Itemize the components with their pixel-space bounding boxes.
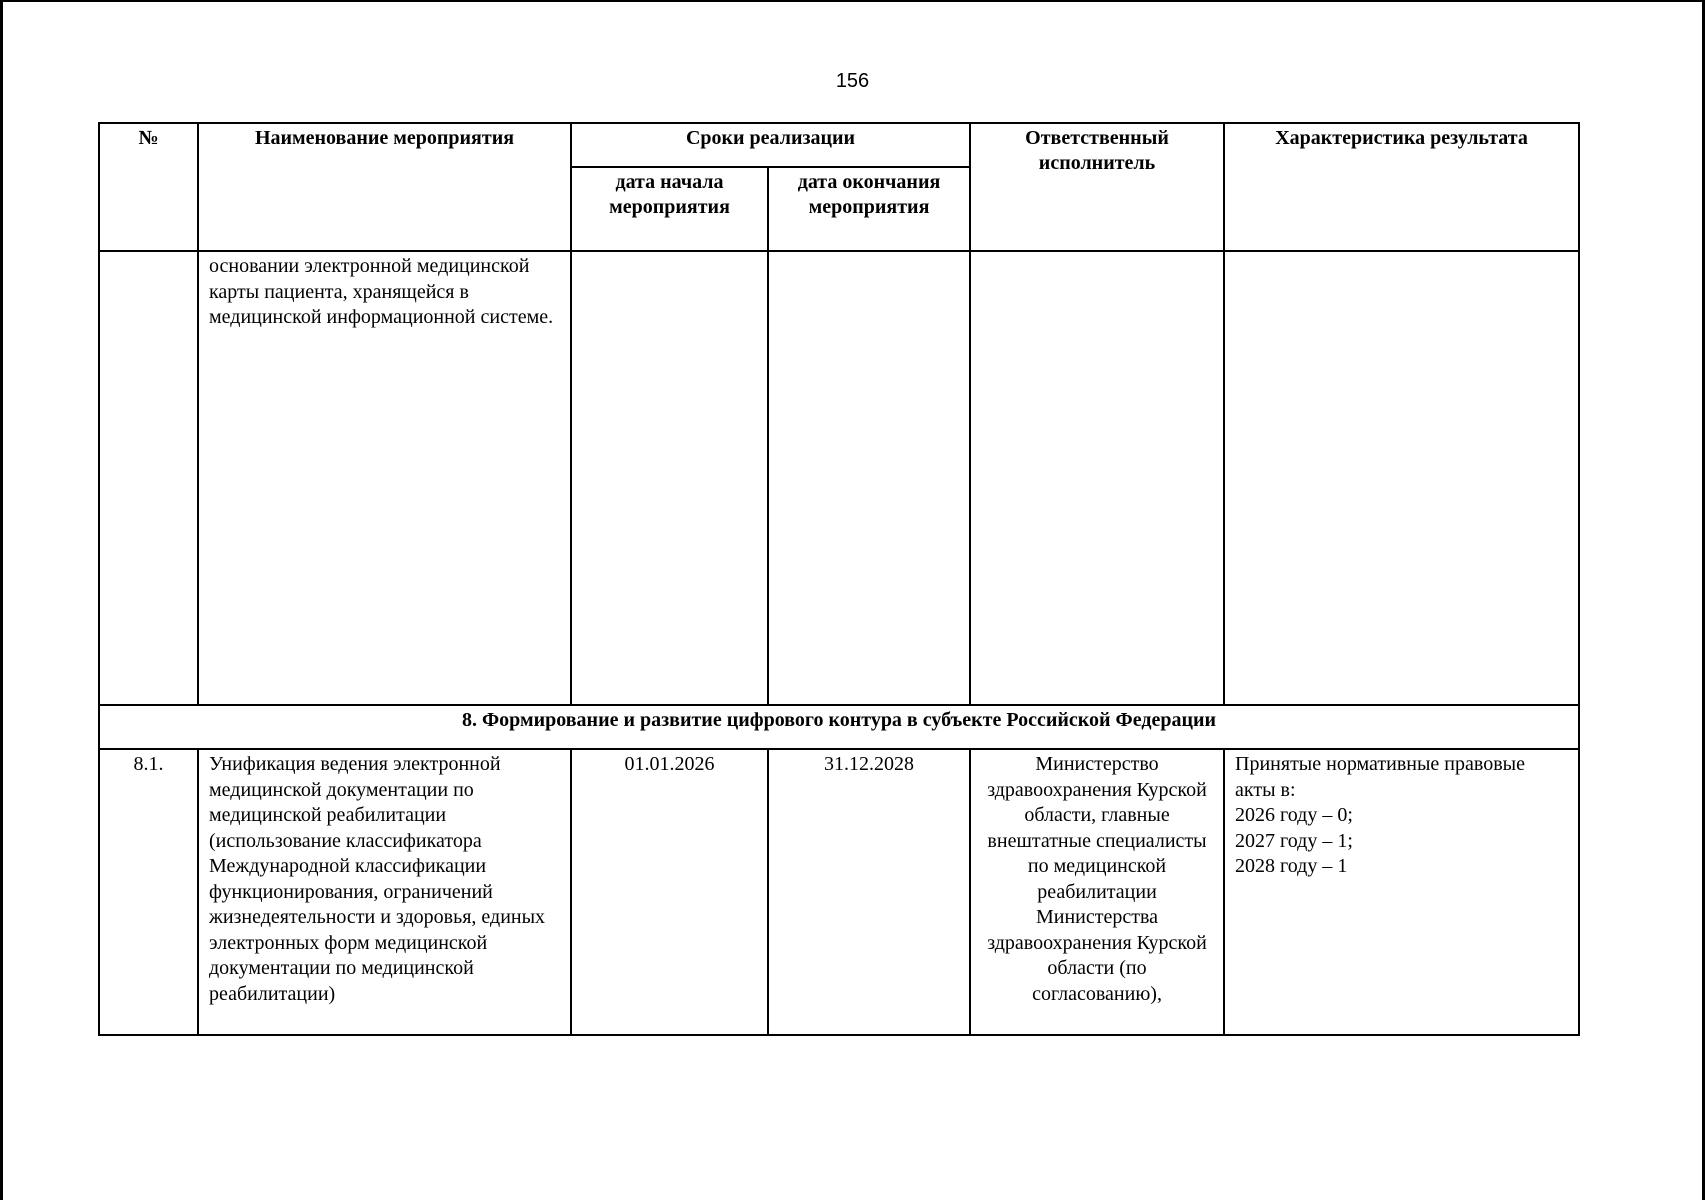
row-start-date-cell: 01.01.2026	[571, 749, 768, 1035]
header-row-1	[99, 123, 1579, 167]
row-name-cell: Унификация ведения электронной медицинской документации по медицинской реабилитации (использование классификатора Международной классификации функционирования, ограничений жизнедеятельности и здоровья, единых электронных форм медицинской документации по медицинской реабилитации)	[198, 749, 571, 1035]
page-number: 156	[835, 70, 870, 92]
header-responsible: Ответственный исполнитель	[970, 123, 1224, 251]
continuation-responsible-cell	[970, 251, 1224, 705]
section-row	[99, 705, 1579, 749]
row-result-cell: Принятые нормативные правовые акты в: 2026 году – 0; 2027 году – 1; 2028 году – 1	[1224, 749, 1579, 1035]
header-result: Характеристика результата	[1224, 123, 1579, 251]
header-num: №	[99, 123, 198, 251]
scan-edge-left	[0, 0, 3, 1200]
table-row	[99, 749, 1579, 1035]
header-end-date: дата окончания мероприятия	[768, 167, 970, 251]
row-responsible-cell: Министерство здравоохранения Курской области, главные внештатные специалисты по медицинской реабилитации Министерства здравоохранения Курской области (по согласованию),	[970, 749, 1224, 1035]
measures-table	[98, 122, 1580, 1036]
row-end-date-cell: 31.12.2028	[768, 749, 970, 1035]
header-name: Наименование мероприятия	[198, 123, 571, 251]
continuation-start-cell	[571, 251, 768, 705]
continuation-num-cell	[99, 251, 198, 705]
row-num-cell: 8.1.	[99, 749, 198, 1035]
section-title: 8. Формирование и развитие цифрового контура в субъекте Российской Федерации	[99, 705, 1579, 749]
header-start-date: дата начала мероприятия	[571, 167, 768, 251]
header-period: Сроки реализации	[571, 123, 970, 167]
continuation-row	[99, 251, 1579, 705]
continuation-end-cell	[768, 251, 970, 705]
continuation-result-cell	[1224, 251, 1579, 705]
continuation-name-cell: основании электронной медицинской карты пациента, хранящейся в медицинской информационной системе.	[198, 251, 571, 705]
scan-edge-top	[0, 0, 1705, 2]
